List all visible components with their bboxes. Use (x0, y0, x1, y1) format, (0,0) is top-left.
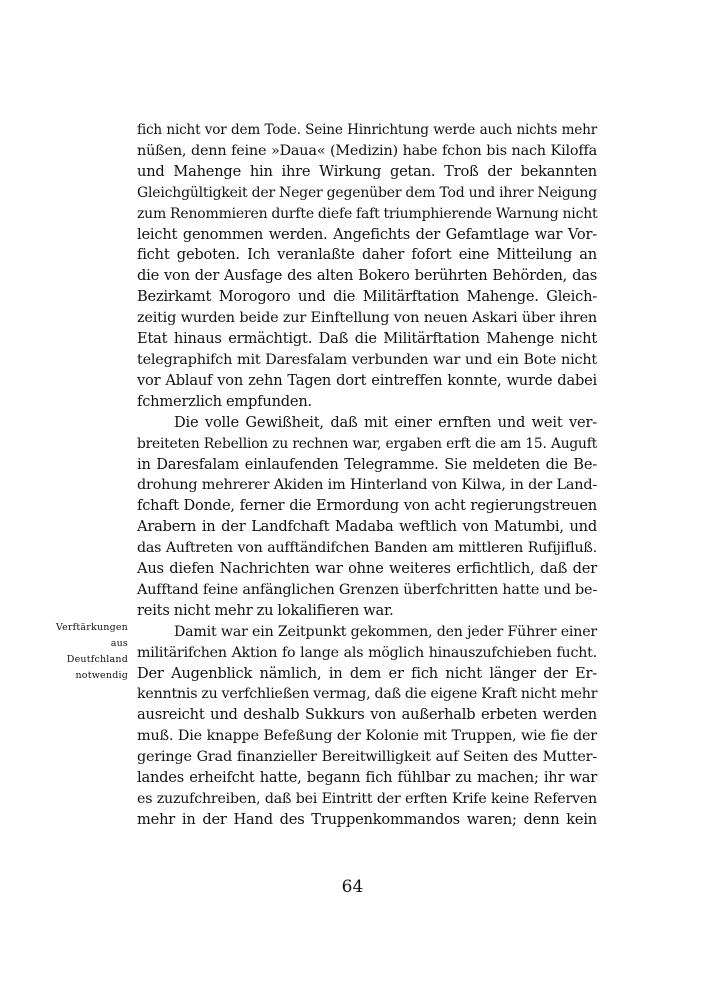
text-line: in Daresfalam einlaufenden Telegramme. Sie meldeten die Be- (137, 455, 597, 473)
text-line: fchmerzlich empfunden. (137, 392, 312, 410)
text-line: landes erheifcht hatte, begann fich fühlbar zu machen; ihr war (137, 769, 597, 787)
paragraph-3 (137, 622, 597, 831)
text-line: drohung mehrerer Akiden im Hinterland von Kilwa, in der Land- (137, 477, 597, 494)
text-line: zeitig wurden beide zur Einftellung von neuen Askari über ihren (137, 310, 597, 327)
text-line: ausreicht und deshalb Sukkurs von außerhalb erbeten werden (137, 706, 597, 724)
text-line: fich nicht vor dem Tode. Seine Hinrichtung werde auch nichts mehr (137, 122, 597, 138)
text-line: kenntnis zu verfchließen vermag, daß die eigene Kraft nicht mehr (137, 686, 598, 703)
text-line: es zuzufchreiben, daß bei Eintritt der erften Krife keine Referven (137, 791, 597, 807)
text-line: Die volle Gewißheit, daß mit einer ernften und weit ver- (174, 413, 597, 431)
page-number: 64 (341, 877, 364, 897)
text-line: reits nicht mehr zu lokalifieren war. (137, 601, 394, 619)
paragraph-1 (137, 120, 597, 413)
text-line: Der Augenblick nämlich, in dem er fich nicht länger der Er- (137, 664, 597, 682)
text-line: breiteten Rebellion zu rechnen war, ergaben erft die am 15. Auguft (137, 435, 597, 452)
text-line: geringe Grad finanzieller Bereitwilligkeit auf Seiten des Mutter- (137, 749, 597, 766)
text-line: das Auftreten von aufftändifchen Banden am mittleren Rufijifluß. (137, 540, 597, 557)
text-line: leicht genommen werden. Angefichts der Gefamtlage war Vor- (137, 225, 597, 243)
text-line: Arabern in der Landfchaft Madaba weftlich von Matumbi, und (137, 518, 597, 536)
text-line: Aufftand feine anfänglichen Grenzen überfchritten hatte und be- (137, 581, 597, 598)
text-line: muß. Die knappe Befeßung der Kolonie mit Truppen, wie fie der (137, 728, 597, 745)
text-line: militärifchen Aktion fo lange als möglich hinauszufchieben fucht. (137, 644, 597, 661)
text-line: und Mahenge hin ihre Wirkung getan. Troß der bekannten (137, 162, 597, 180)
text-line: zum Renommieren durfte diefe faft triumphierende Warnung nicht (137, 205, 598, 222)
body-text (137, 120, 597, 831)
margin-note-line: notwendig (75, 670, 128, 681)
text-line: ficht geboten. Ich veranlaßte daher fofort eine Mitteilung an (137, 246, 597, 264)
text-line: Etat hinaus ermächtigt. Daß die Militärftation Mahenge nicht (137, 330, 597, 348)
text-line: die von der Ausfage des alten Bokero berührten Behörden, das (137, 267, 597, 285)
text-line: fchaft Donde, ferner die Ermordung von acht regierungstreuen (137, 497, 597, 515)
text-line: Aus diefen Nachrichten war ohne weiteres erfichtlich, daß der (137, 560, 597, 578)
margin-note-line: Verftärkungen (55, 622, 128, 633)
text-line: vor Ablauf von zehn Tagen dort eintreffen konnte, wurde dabei (137, 371, 597, 389)
text-line: Damit war ein Zeitpunkt gekommen, den jeder Führer einer (174, 623, 597, 640)
text-line: Gleichgültigkeit der Neger gegenüber dem Tod und ihrer Neigung (137, 184, 597, 201)
margin-note (30, 620, 128, 684)
text-line: telegraphifch mit Daresfalam verbunden war und ein Bote nicht (137, 351, 597, 368)
text-line: nüßen, denn feine »Daua« (Medizin) habe fchon bis nach Kiloffa (137, 142, 597, 159)
text-line: Bezirkamt Morogoro und die Militärftation Mahenge. Gleich- (137, 288, 597, 306)
margin-note-line: Deutfchland (66, 654, 128, 665)
margin-note-line: aus (110, 638, 128, 649)
paragraph-2 (137, 413, 597, 622)
text-line: mehr in der Hand des Truppenkommandos waren; denn kein (137, 810, 597, 828)
